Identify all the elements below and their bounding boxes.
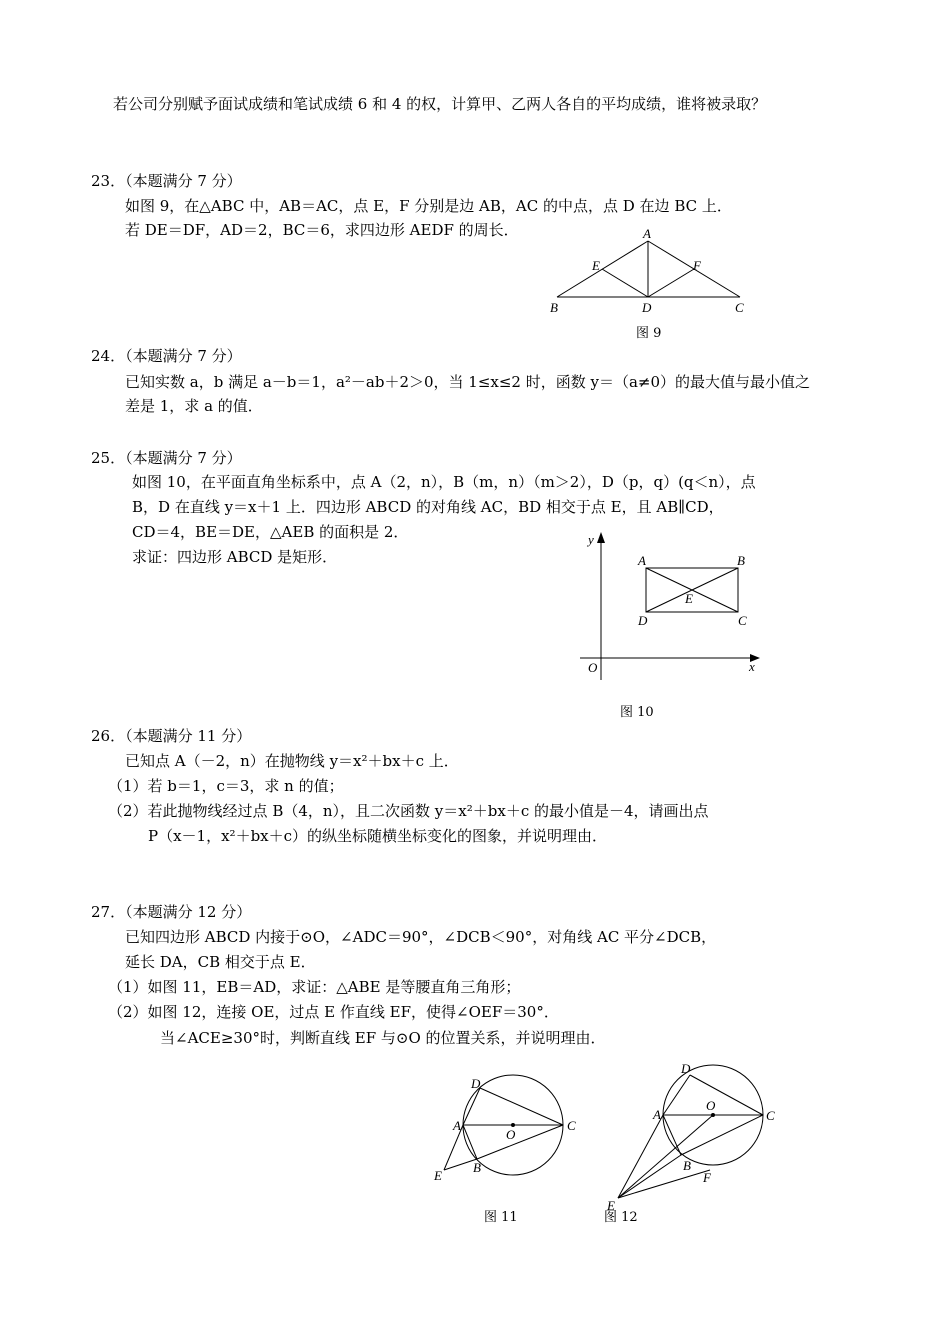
fig12-segment-ea [618, 1115, 663, 1198]
fig9-label-c: C [735, 300, 744, 315]
q27-text-line1: 已知四边形 ABCD 内接于⊙O，∠ADC＝90°，∠DCB＜90°，对角线 AC 平分∠DCB， [125, 928, 717, 946]
q24-text-line1: 已知实数 a，b 满足 a－b＝1，a²－ab＋2＞0，当 1≤x≤2 时，函数 y＝（a≠0）的最大值与最小值之 [125, 373, 811, 391]
q26-header: 26．（本题满分 11 分） [91, 727, 252, 745]
q26-text-line1: 已知点 A（－2，n）在抛物线 y＝x²＋bx＋c 上． [125, 752, 459, 770]
fig11-label-a: A [453, 1118, 461, 1133]
q23-header: 23．（本题满分 7 分） [91, 172, 242, 190]
q27-header: 27．（本题满分 12 分） [91, 903, 252, 921]
fig10-label-a: A [638, 553, 646, 568]
fig10-label-y: y [588, 532, 594, 547]
fig10-label-e: E [685, 591, 693, 606]
q24-text-line2: 差是 1，求 a 的值． [125, 397, 263, 415]
fig12-segment-ab [663, 1115, 681, 1155]
q27-text-line2: 延长 DA，CB 相交于点 E． [125, 953, 316, 971]
q23-text-line1: 如图 9，在△ABC 中，AB＝AC，点 E，F 分别是边 AB，AC 的中点，点 D 在边 BC 上． [125, 197, 732, 215]
fig9-caption: 图 9 [636, 326, 662, 341]
q25-text-line1: 如图 10，在平面直角坐标系中，点 A（2，n），B（m，n）（m＞2），D（p，q）(q＜n），点 [132, 473, 756, 491]
q25-text-line2: B，D 在直线 y＝x＋1 上．四边形 ABCD 的对角线 AC，BD 相交于点 E，且 AB∥CD， [132, 498, 724, 516]
fig9-label-f: F [693, 258, 701, 273]
q23-text-line2: 若 DE＝DF，AD＝2，BC＝6，求四边形 AEDF 的周长． [125, 221, 519, 239]
fig9-label-a: A [643, 226, 651, 241]
fig10-label-x: x [749, 659, 755, 674]
fig10-label-o: O [588, 660, 598, 675]
fig12-segment-dc [690, 1075, 763, 1115]
fig11-label-o: O [506, 1127, 516, 1142]
fig12-center-dot-icon [711, 1113, 715, 1117]
q25-text-line3: CD＝4，BE＝DE，△AEB 的面积是 2． [132, 523, 409, 541]
q27-part2-line2: 当∠ACE≥30°时，判断直线 EF 与⊙O 的位置关系，并说明理由． [160, 1029, 606, 1047]
q26-part1: （1）若 b＝1，c＝3，求 n 的值； [108, 777, 344, 795]
fig12-caption: 图 12 [604, 1210, 638, 1225]
fig12-segment-ef [618, 1170, 710, 1198]
fig10-label-c: C [738, 613, 747, 628]
fig11-label-d: D [471, 1076, 481, 1091]
fig12-label-o: O [706, 1098, 716, 1113]
q25-header: 25．（本题满分 7 分） [91, 449, 242, 467]
intro-question-text: 若公司分别赋予面试成绩和笔试成绩 6 和 4 的权，计算甲、乙两人各自的平均成绩，谁将被录取？ [113, 95, 767, 113]
q25-text-line4: 求证：四边形 ABCD 是矩形． [132, 548, 338, 566]
fig10-label-b: B [737, 553, 745, 568]
q26-part2-line1: （2）若此抛物线经过点 B（4，n），且二次函数 y＝x²＋bx＋c 的最小值是－4，请画出点 [108, 802, 709, 820]
fig10-label-d: D [638, 613, 648, 628]
fig11-label-b: B [473, 1160, 481, 1175]
q26-part2-line2: P（x－1，x²＋bx＋c）的纵坐标随横坐标变化的图象，并说明理由． [148, 827, 608, 845]
fig12-label-d: D [681, 1061, 691, 1076]
fig12-label-f: F [703, 1170, 711, 1185]
fig9-label-e: E [592, 258, 600, 273]
fig10-caption: 图 10 [620, 705, 654, 720]
fig12-label-b: B [683, 1158, 691, 1173]
fig11-label-c: C [567, 1118, 576, 1133]
fig9-label-d: D [642, 300, 652, 315]
fig11-label-e: E [434, 1168, 442, 1183]
fig12-label-a: A [653, 1107, 661, 1122]
fig12-segment-bc [681, 1115, 763, 1155]
fig12-label-e: E [607, 1198, 615, 1213]
fig11-caption: 图 11 [484, 1210, 518, 1225]
fig9-label-b: B [550, 300, 558, 315]
q27-part2: （2）如图 12，连接 OE，过点 E 作直线 EF，使得∠OEF＝30°． [108, 1003, 559, 1021]
q24-header: 24．（本题满分 7 分） [91, 347, 242, 365]
fig12-label-c: C [766, 1108, 775, 1123]
fig12-segment-eo [618, 1115, 713, 1198]
fig12-segment-eb [618, 1155, 681, 1198]
q27-part1: （1）如图 11，EB＝AD，求证：△ABE 是等腰直角三角形； [108, 978, 521, 996]
